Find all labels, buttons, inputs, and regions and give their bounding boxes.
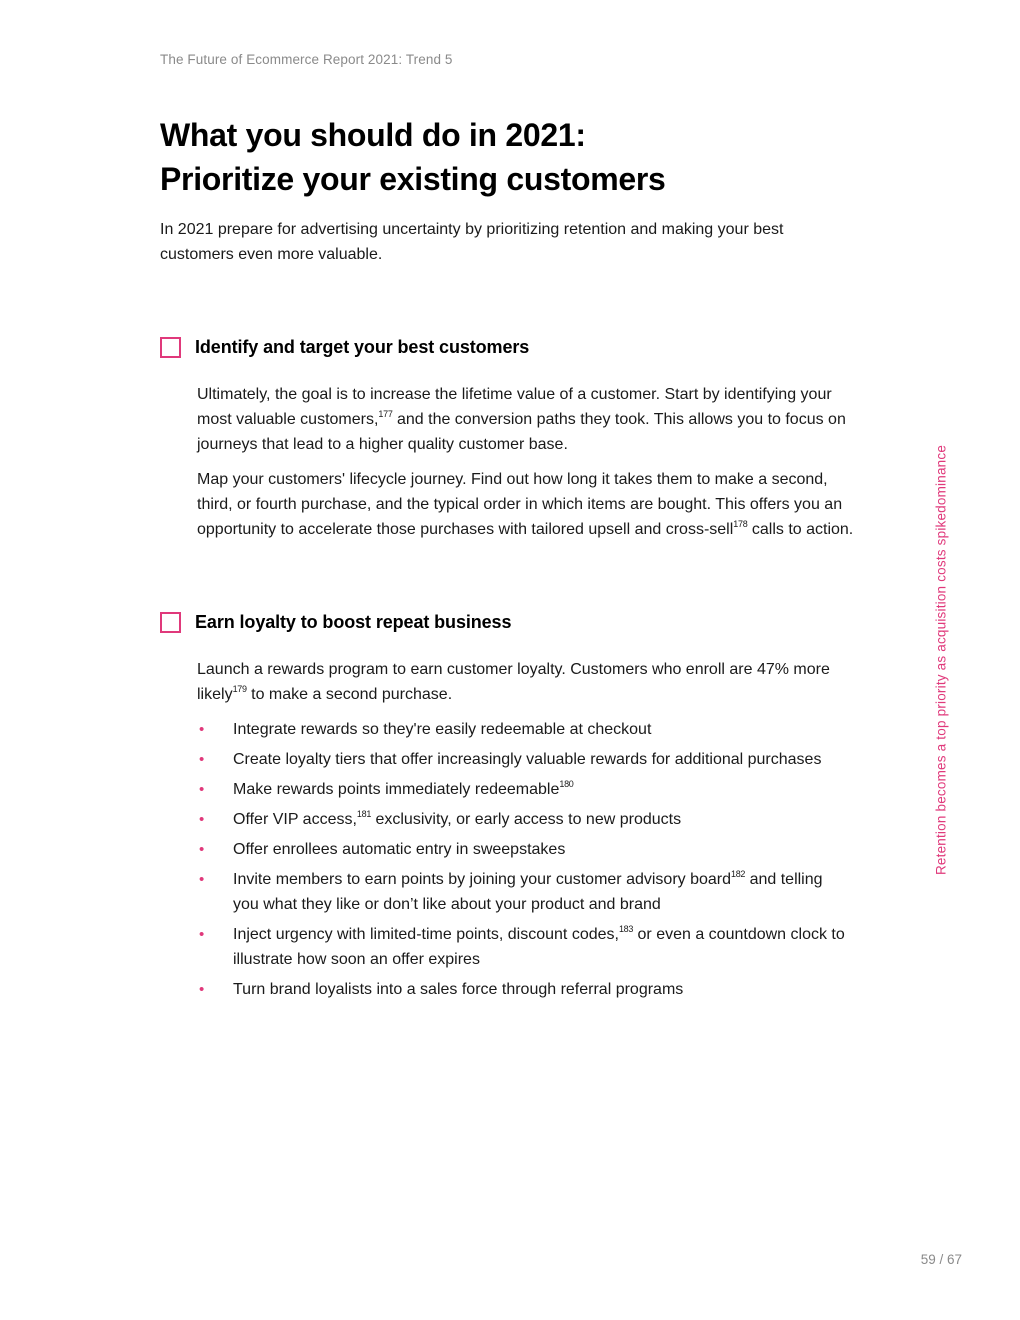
page-title-line-1: What you should do in 2021:	[160, 117, 586, 153]
bullet-icon: •	[199, 811, 205, 828]
bullet-icon: •	[199, 926, 205, 943]
list-item: • Inject urgency with limited-time points, discount codes,$^{183}$ or even a countdown clock to illustrate how soon an offer expires	[199, 924, 845, 968]
footnote-ref[interactable]: 181	[356, 809, 372, 819]
footnote-ref[interactable]: 179	[232, 684, 247, 694]
paragraph: Ultimately, the goal is to increase the lifetime value of a customer. Start by identifying your most valuable customers,$^{177}$ and the conversion paths they took. This allows you to focus on journeys that lead to a higher quality customer base.	[197, 386, 846, 453]
list-item: • Create loyalty tiers that offer increasingly valuable rewards for additional purchases	[197, 747, 847, 772]
section-loyalty-body	[197, 657, 857, 1007]
side-section-tag: Retention becomes a top priority as acquisition costs spikedominance	[933, 444, 949, 876]
footnote-ref[interactable]: 183	[618, 924, 634, 934]
bullet-icon: •	[199, 871, 205, 888]
checkbox-icon[interactable]	[160, 337, 181, 358]
checkbox-icon[interactable]	[160, 612, 181, 633]
page-title-line-2: Prioritize your existing customers	[160, 161, 666, 197]
bullet-icon: •	[199, 841, 205, 858]
bullet-list	[197, 717, 857, 1002]
list-item: • Integrate rewards so they're easily redeemable at checkout	[197, 717, 847, 742]
list-item: • Make rewards points immediately redeemable$^{180}$	[197, 777, 847, 802]
footnote-ref[interactable]: 182	[731, 869, 746, 879]
intro-paragraph: In 2021 prepare for advertising uncertainty by prioritizing retention and making your best customers even more valuable.	[160, 221, 784, 263]
footnote-ref[interactable]: 180	[559, 779, 574, 789]
paragraph: Launch a rewards program to earn customer loyalty. Customers who enroll are 47% more likely$^{179}$ to make a second purchase.	[197, 661, 830, 703]
paragraph: Map your customers' lifecycle journey. Find out how long it takes them to make a second, third, or fourth purchase, and the typical order in which items are bought. This offers you an opportunity to accelerate those purchases with tailored upsell and cross-sell$^{178}$ calls to action.	[197, 471, 854, 538]
running-header: The Future of Ecommerce Report 2021: Trend 5	[160, 52, 453, 67]
bullet-icon: •	[199, 721, 205, 738]
section-loyalty-header	[160, 612, 511, 633]
page-number: 59 / 67	[920, 1252, 962, 1267]
list-item: • Offer VIP access,$^{181}$ exclusivity, or early access to new products	[197, 807, 847, 832]
footnote-ref[interactable]: 178	[733, 519, 748, 529]
section-title: Identify and target your best customers	[195, 337, 530, 357]
bullet-icon: •	[199, 751, 205, 768]
page-title	[160, 113, 666, 201]
section-title: Earn loyalty to boost repeat business	[195, 612, 512, 632]
section-identify-header	[160, 337, 529, 358]
footnote-ref[interactable]: 177	[378, 409, 393, 419]
list-item: • Invite members to earn points by joining your customer advisory board$^{182}$ and telling you what they like or don’t like about your product and brand	[199, 869, 823, 913]
section-identify-body	[197, 382, 857, 552]
bullet-icon: •	[199, 781, 205, 798]
list-item: • Turn brand loyalists into a sales force through referral programs	[197, 977, 847, 1002]
bullet-icon: •	[199, 981, 205, 998]
list-item: • Offer enrollees automatic entry in sweepstakes	[197, 837, 847, 862]
